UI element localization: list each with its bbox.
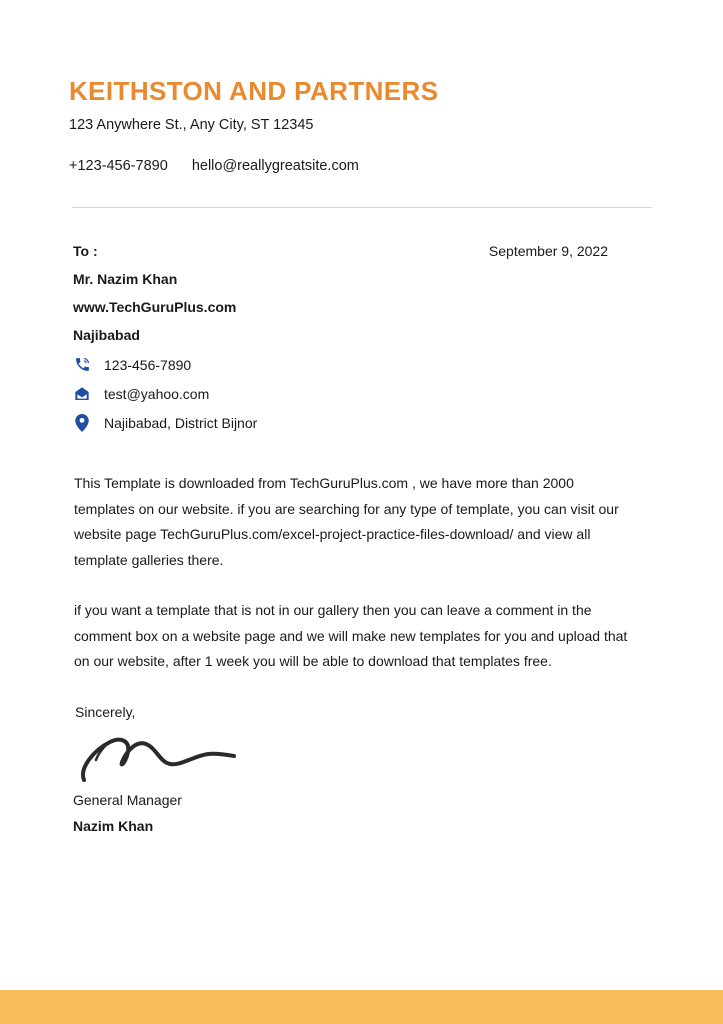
recipient-phone: 123-456-7890 bbox=[104, 356, 192, 373]
closing-salutation: Sincerely, bbox=[75, 704, 136, 720]
body-paragraph: if you want a template that is not in our gallery then you can leave a comment in the comment box on a website page and we will make new templates for you and upload that on our website, after 1 week you will be able to download that templates free. bbox=[74, 602, 628, 669]
letter-date: September 9, 2022 bbox=[488, 243, 608, 259]
phone-icon bbox=[73, 356, 91, 374]
signer-name: Nazim Khan bbox=[73, 818, 154, 834]
letter-body bbox=[74, 471, 634, 700]
signer-title: General Manager bbox=[73, 792, 182, 808]
contact-row-location bbox=[73, 408, 257, 437]
recipient-email: test@yahoo.com bbox=[104, 385, 210, 402]
contact-row-phone bbox=[73, 350, 257, 379]
footer-bar bbox=[0, 990, 723, 1024]
company-address: 123 Anywhere St., Any City, ST 12345 bbox=[69, 117, 314, 133]
recipient-city: Najibabad bbox=[73, 327, 140, 343]
company-phone: +123-456-7890 bbox=[69, 158, 168, 174]
recipient-name: Mr. Nazim Khan bbox=[73, 271, 178, 287]
recipient-contact-list bbox=[73, 350, 257, 437]
to-label: To : bbox=[73, 243, 98, 259]
company-name: KEITHSTON AND PARTNERS bbox=[69, 76, 439, 106]
signature-image bbox=[76, 728, 241, 786]
recipient-location: Najibabad, District Bijnor bbox=[104, 414, 258, 431]
company-contact bbox=[69, 158, 359, 174]
contact-row-email bbox=[73, 379, 257, 408]
header-divider bbox=[72, 207, 652, 208]
recipient-block bbox=[73, 243, 236, 347]
map-pin-icon bbox=[73, 414, 91, 432]
company-email: hello@reallygreatsite.com bbox=[191, 158, 359, 174]
body-paragraph: This Template is downloaded from TechGuruPlus.com , we have more than 2000 templates on our website. if you are searching for any type of template, you can visit our website page TechGuruPlus.com/excel-project-practice-files-download/ and view all template galleries there. bbox=[74, 475, 619, 568]
envelope-icon bbox=[73, 385, 91, 403]
recipient-website: www.TechGuruPlus.com bbox=[73, 299, 237, 315]
